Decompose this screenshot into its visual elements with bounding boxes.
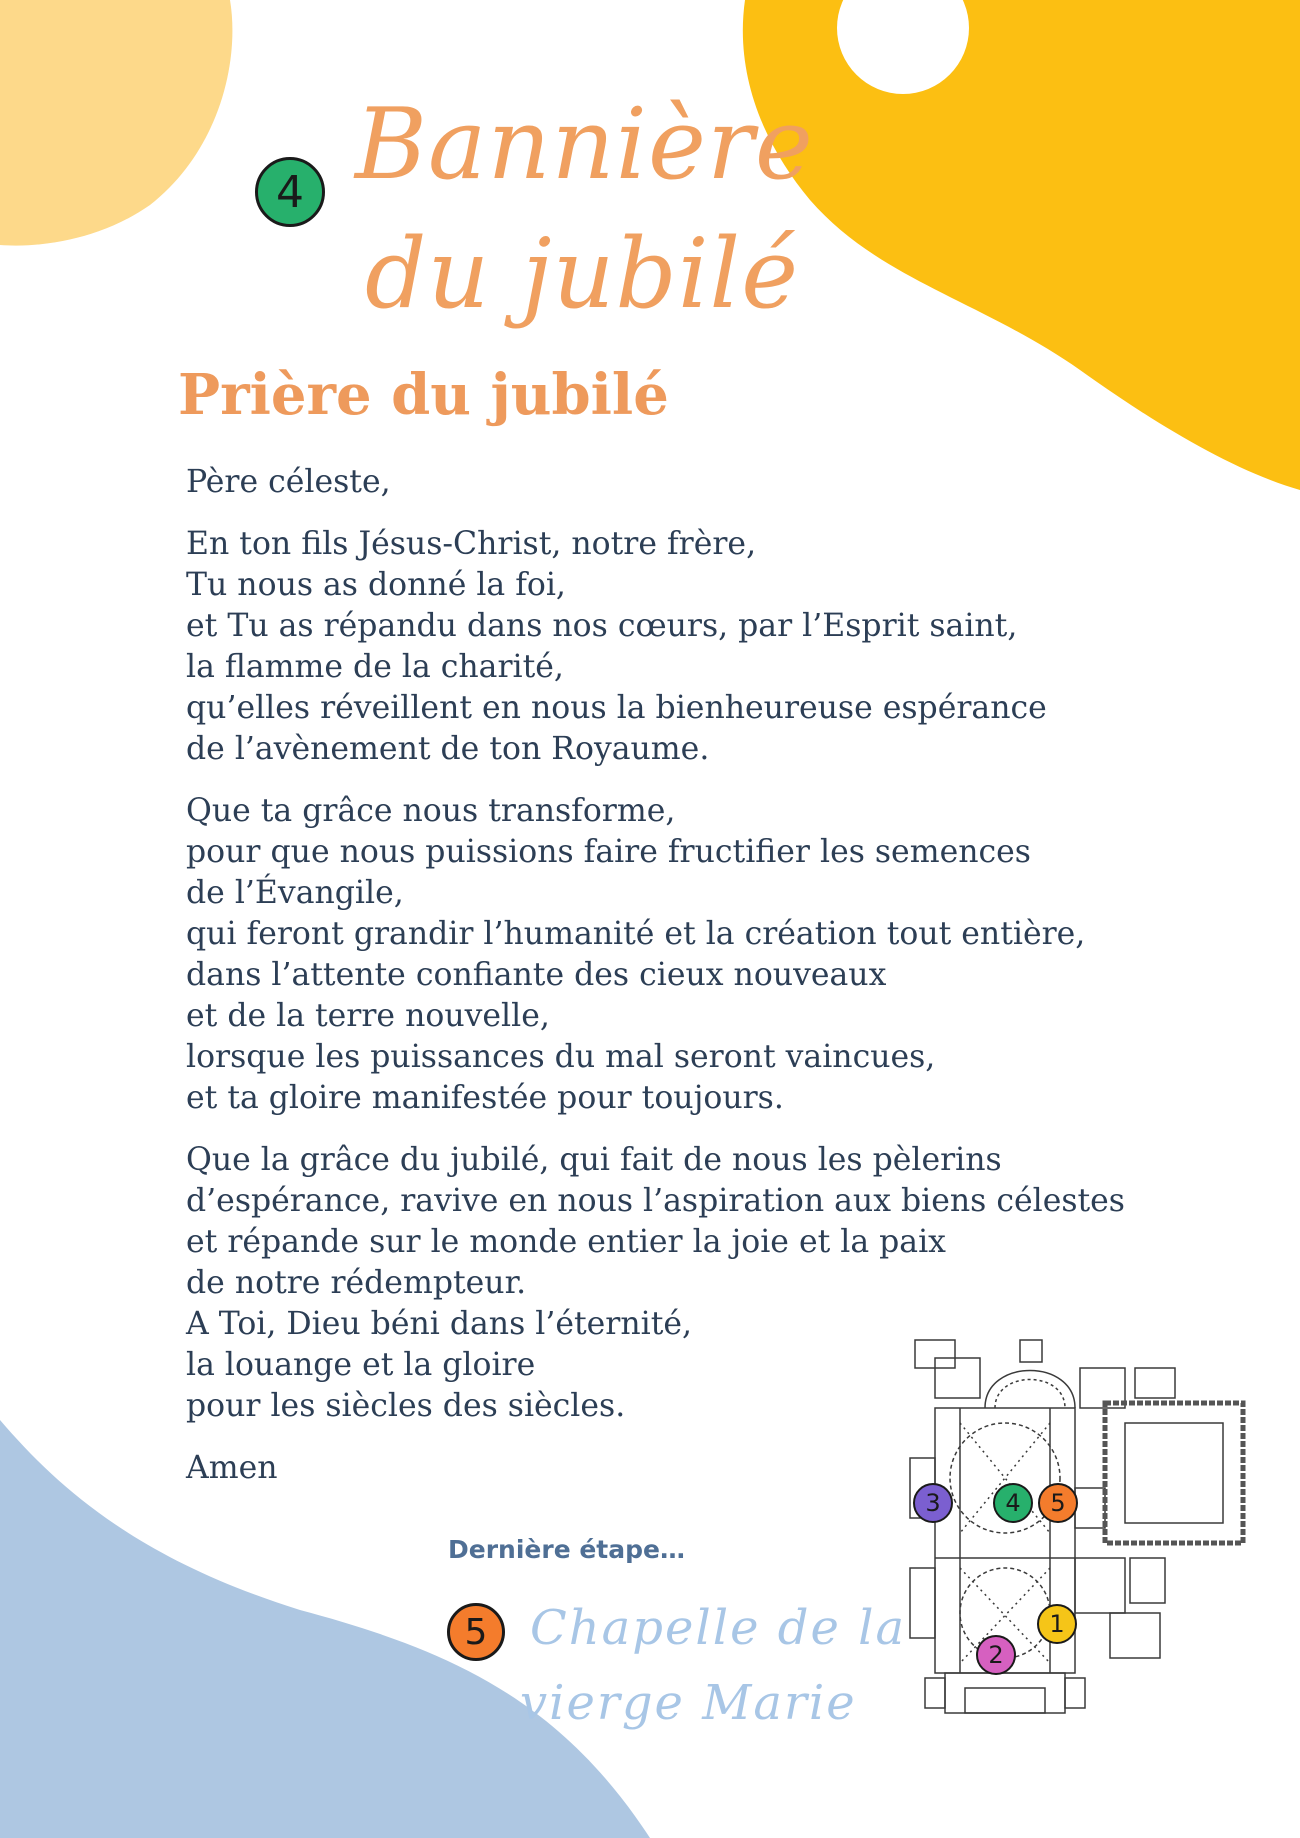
plan-marker-1-number: 1 (1049, 1610, 1065, 1638)
plan-marker-3-number: 3 (925, 1489, 941, 1517)
plan-marker-4-number: 4 (1005, 1489, 1021, 1517)
prayer-salutation: Père céleste, (186, 464, 391, 500)
next-step-label: Dernière étape… (448, 1535, 685, 1564)
church-floor-plan (905, 1328, 1250, 1728)
plan-marker-3 (913, 1483, 953, 1523)
next-step-badge (447, 1603, 505, 1661)
title-line-2: du jubilé (365, 218, 800, 330)
next-step-title-line-1: Chapelle de la (530, 1600, 907, 1656)
title-line-1: Bannière (355, 88, 814, 202)
next-step-title-line-2: vierge Marie (520, 1675, 857, 1731)
prayer-stanza-3: Que la grâce du jubilé, qui fait de nous les pèlerins d’espérance, ravive en nous l’aspiration aux biens célestes et répande sur le monde entier la joie et la paix de notre rédempteur. A Toi, Dieu béni dans l’éternité, la louange et la gloire pour les siècles des siècles. (186, 1142, 1125, 1424)
next-step-number: 5 (464, 1611, 488, 1653)
prayer-closing: Amen (186, 1450, 278, 1486)
blob-top-left (0, 0, 232, 246)
prayer-heading: Prière du jubilé (178, 362, 669, 428)
plan-marker-4 (993, 1483, 1033, 1523)
prayer-stanza-2: Que ta grâce nous transforme, pour que nous puissions faire fructifier les semences de l’Évangile, qui feront grandir l’humanité et la création tout entière, dans l’attente confiante des cieux nouveaux et de la terre nouvelle, lorsque les puissances du mal seront vaincues, et ta gloire manifestée pour toujours. (186, 793, 1086, 1116)
plan-marker-2 (976, 1635, 1016, 1675)
prayer-stanza-1: En ton fils Jésus-Christ, notre frère, Tu nous as donné la foi, et Tu as répandu dans nos cœurs, par l’Esprit saint, la flamme de la charité, qu’elles réveillent en nous la bienheureuse espérance de l’avènement de ton Royaume. (186, 526, 1047, 767)
station-number: 4 (276, 166, 304, 218)
plan-marker-5 (1038, 1483, 1078, 1523)
plan-marker-5-number: 5 (1050, 1489, 1066, 1517)
blob-top-right (743, 0, 1300, 490)
station-number-badge (255, 157, 325, 227)
plan-marker-1 (1037, 1604, 1077, 1644)
plan-marker-2-number: 2 (988, 1641, 1004, 1669)
